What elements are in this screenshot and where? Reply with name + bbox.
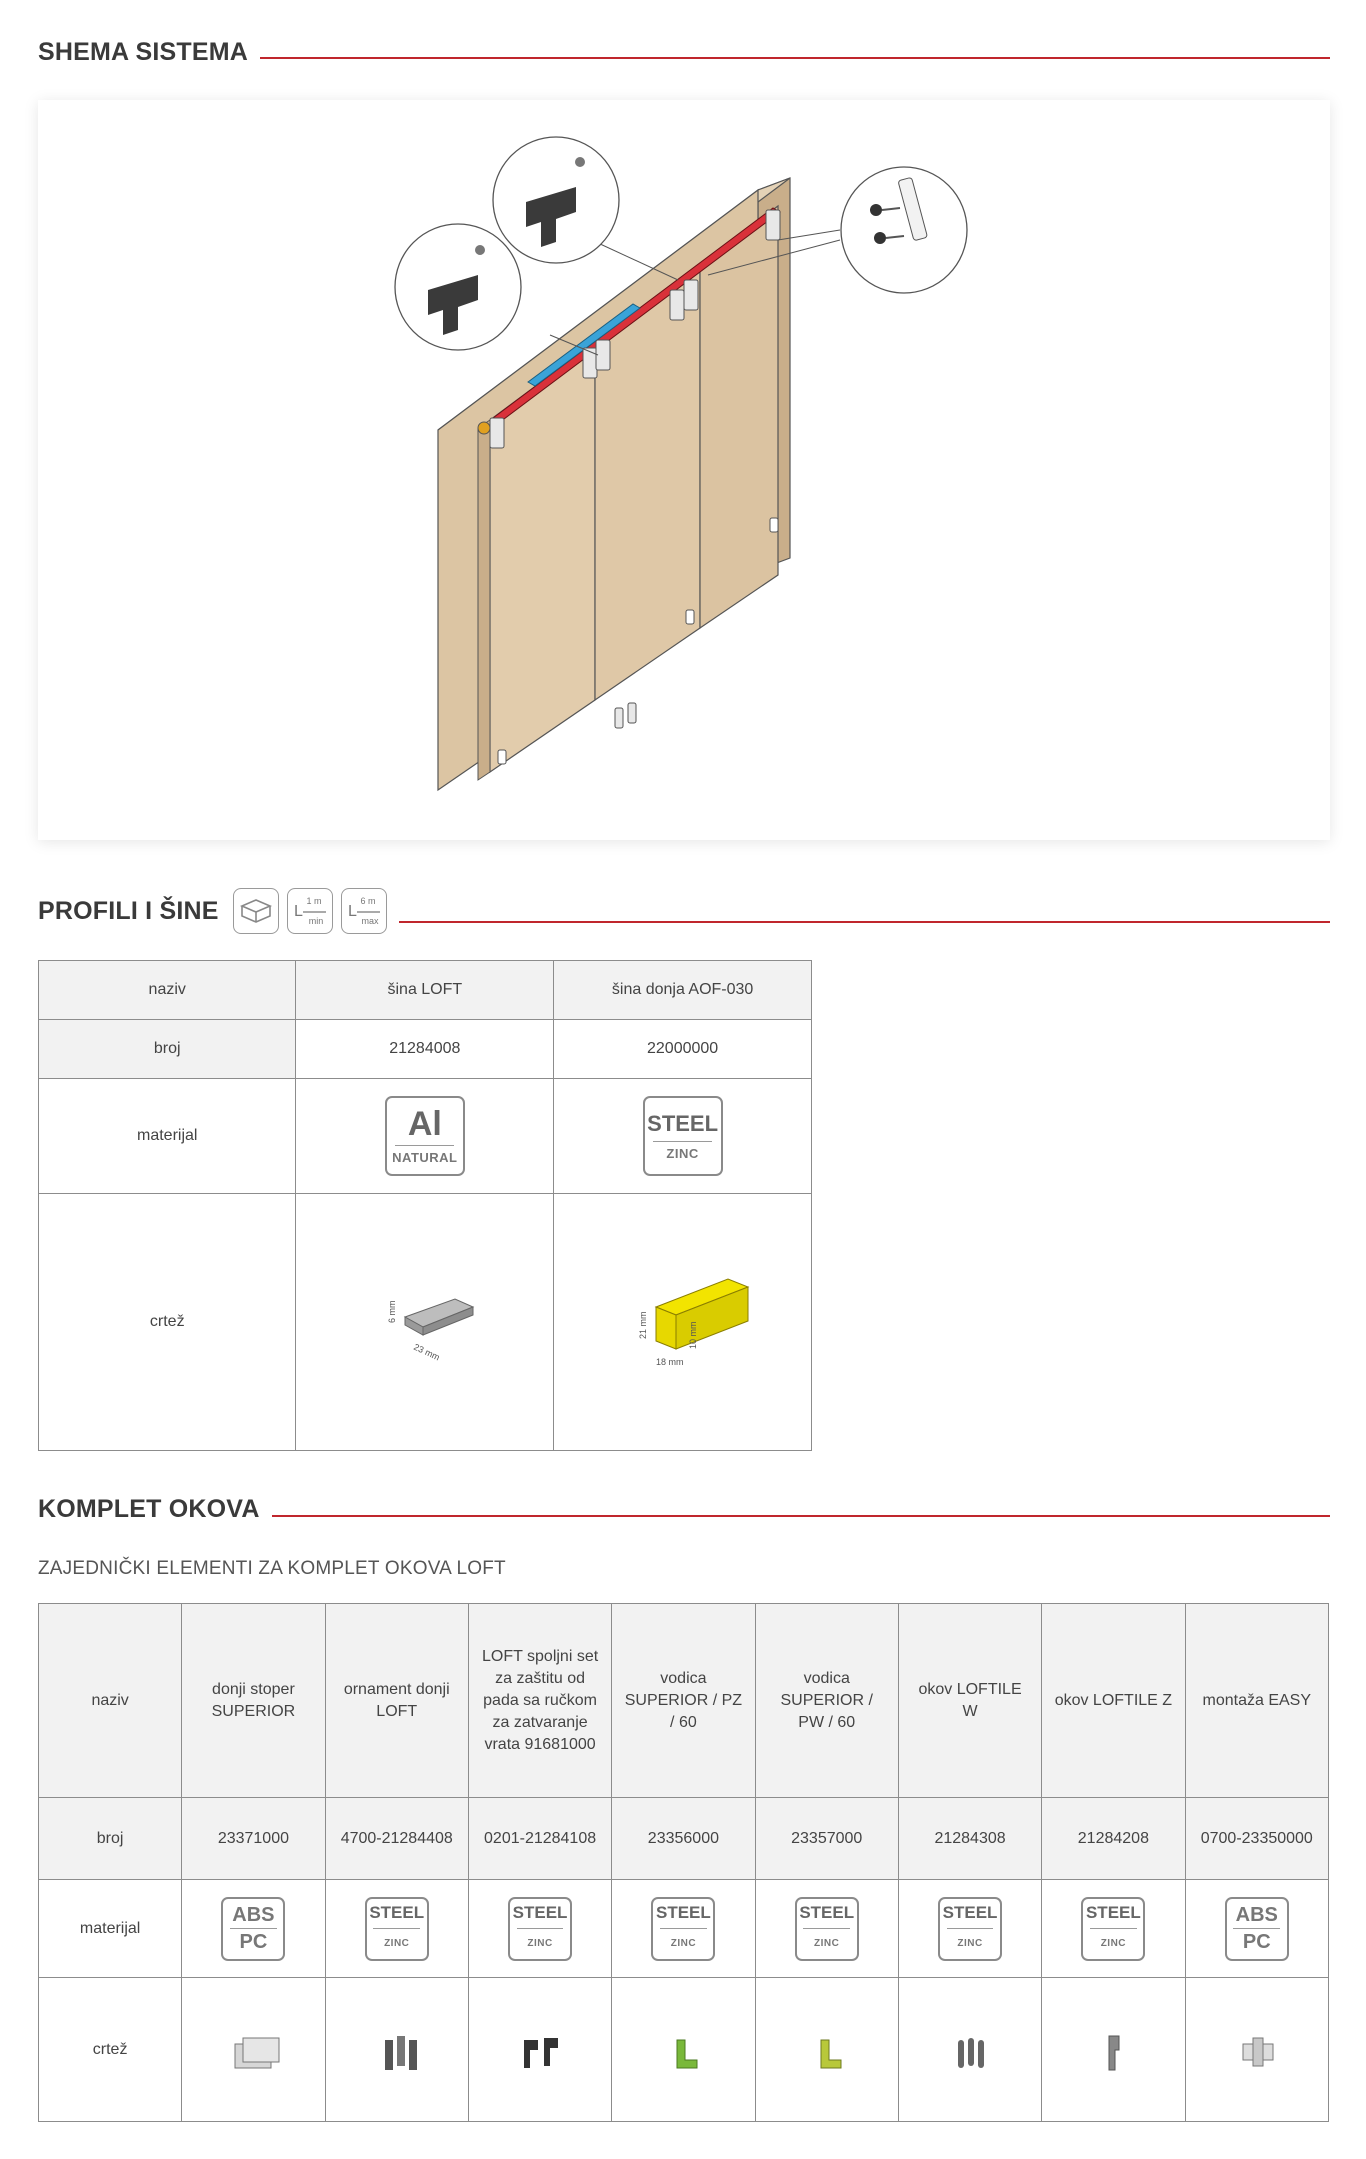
abs-pc-badge [221,1897,285,1961]
material-bottom: PC [1242,1931,1271,1954]
row-label-broj: broj [39,1798,182,1880]
hardware-name: donji stoper SUPERIOR [182,1604,325,1798]
hardware-subtitle: ZAJEDNIČKI ELEMENTI ZA KOMPLET OKOVA LOFT [38,1558,506,1579]
rail-aof030-drawing [598,1267,768,1377]
steel-zinc-badge [651,1897,715,1961]
length-max-label: max [361,916,379,926]
material-top: STEEL [512,1902,568,1922]
dim-label: 21 mm [637,1311,648,1339]
steel-zinc-badge [643,1096,723,1176]
material-top: ABS [1235,1903,1278,1926]
material-bottom: ZINC [957,1938,983,1950]
material-top: ABS [232,1903,275,1926]
drawing-cell [755,1978,898,2122]
profiles-section-title: PROFILI I ŠINE [38,896,219,925]
profile-number: 22000000 [554,1020,812,1079]
material-bottom: NATURAL [392,1150,458,1166]
dim-label: 18 mm [655,1357,684,1367]
scheme-section-title: SHEMA SISTEMA [38,38,249,66]
drawing-cell [1042,1978,1185,2122]
material-top: STEEL [369,1902,425,1922]
material-bottom: PC [239,1931,268,1954]
drawing-cell [468,1978,611,2122]
section-divider [260,57,1330,59]
length-max-value: 6 m [360,896,376,906]
profiles-table [38,960,812,1451]
hardware-drawing [1207,2010,1307,2090]
hardware-name: ornament donji LOFT [325,1604,468,1798]
material-cell [554,1079,812,1194]
material-cell [325,1880,468,1978]
profiles-section-header [38,888,1330,934]
hardware-drawing [203,2010,303,2090]
hardware-name: vodica SUPERIOR / PZ / 60 [612,1604,755,1798]
sliding-door-diagram [38,100,1330,840]
material-top: Al [407,1104,442,1143]
row-label-crtez: crtež [39,1194,296,1451]
material-top: STEEL [655,1902,711,1922]
drawing-cell [554,1194,812,1451]
hardware-name: LOFT spoljni set za zaštitu od pada sa ručkom za zatvaranje vrata 91681000 [468,1604,611,1798]
hardware-number: 0201-21284108 [468,1798,611,1880]
hardware-name: montaža EASY [1185,1604,1328,1798]
steel-zinc-badge [1081,1897,1145,1961]
hardware-number: 4700-21284408 [325,1798,468,1880]
drawing-cell [1185,1978,1328,2122]
dim-label: 23 mm [411,1341,442,1363]
profile-name: šina LOFT [296,961,554,1020]
length-min-value: 1 m [306,896,322,906]
section-divider [272,1515,1330,1517]
material-cell [1042,1880,1185,1978]
drawing-cell [325,1978,468,2122]
material-bottom: ZINC [814,1938,840,1950]
drawing-cell [296,1194,554,1451]
steel-zinc-badge [795,1897,859,1961]
drawing-cell [612,1978,755,2122]
steel-zinc-badge [938,1897,1002,1961]
hardware-number: 0700-23350000 [1185,1798,1328,1880]
package-box-icon [233,888,279,934]
dim-label: 6 mm [386,1300,397,1323]
abs-pc-badge [1225,1897,1289,1961]
hardware-name: okov LOFTILE W [898,1604,1041,1798]
row-label-naziv: naziv [39,1604,182,1798]
material-top: STEEL [647,1110,719,1136]
material-cell [1185,1880,1328,1978]
rail-loft-drawing [345,1277,505,1367]
material-top: STEEL [799,1902,855,1922]
material-bottom: ZINC [666,1146,699,1162]
hardware-number: 21284308 [898,1798,1041,1880]
svg-text:L: L [293,903,303,920]
material-bottom: ZINC [670,1938,697,1950]
material-bottom: ZINC [1100,1938,1127,1950]
hardware-number: 23356000 [612,1798,755,1880]
hardware-name: okov LOFTILE Z [1042,1604,1185,1798]
hardware-drawing [1063,2010,1163,2090]
profile-name: šina donja AOF-030 [554,961,812,1020]
hardware-drawing [347,2010,447,2090]
length-min-badge [287,888,333,934]
hardware-drawing [920,2010,1020,2090]
row-label-materijal: materijal [39,1079,296,1194]
material-top: STEEL [942,1902,998,1922]
drawing-cell [182,1978,325,2122]
material-cell [182,1880,325,1978]
material-top: STEEL [1085,1902,1141,1922]
material-bottom: ZINC [527,1938,553,1950]
system-scheme-illustration [38,100,1330,840]
hardware-section-title: KOMPLET OKOVA [38,1495,260,1523]
steel-zinc-badge [508,1897,572,1961]
hardware-drawing [633,2010,733,2090]
material-cell [755,1880,898,1978]
hardware-number: 23371000 [182,1798,325,1880]
length-max-badge [341,888,387,934]
section-divider [399,921,1330,923]
length-min-label: min [308,916,323,926]
row-label-materijal: materijal [39,1880,182,1978]
dim-label: 10 mm [687,1321,698,1349]
aluminium-natural-badge [385,1096,465,1176]
hardware-drawing [490,2010,590,2090]
svg-text:L: L [347,903,357,920]
row-label-crtez: crtež [39,1978,182,2122]
hardware-section-header [38,1495,1330,1524]
material-bottom: ZINC [384,1938,410,1950]
material-cell [612,1880,755,1978]
hardware-number: 23357000 [755,1798,898,1880]
profile-number: 21284008 [296,1020,554,1079]
steel-zinc-badge [365,1897,429,1961]
scheme-section-header [38,38,1330,67]
material-cell [898,1880,1041,1978]
material-cell [468,1880,611,1978]
row-label-naziv: naziv [39,961,296,1020]
drawing-cell [898,1978,1041,2122]
hardware-drawing [777,2010,877,2090]
hardware-name: vodica SUPERIOR / PW / 60 [755,1604,898,1798]
row-label-broj: broj [39,1020,296,1079]
material-cell [296,1079,554,1194]
hardware-table [38,1603,1329,2122]
hardware-number: 21284208 [1042,1798,1185,1880]
